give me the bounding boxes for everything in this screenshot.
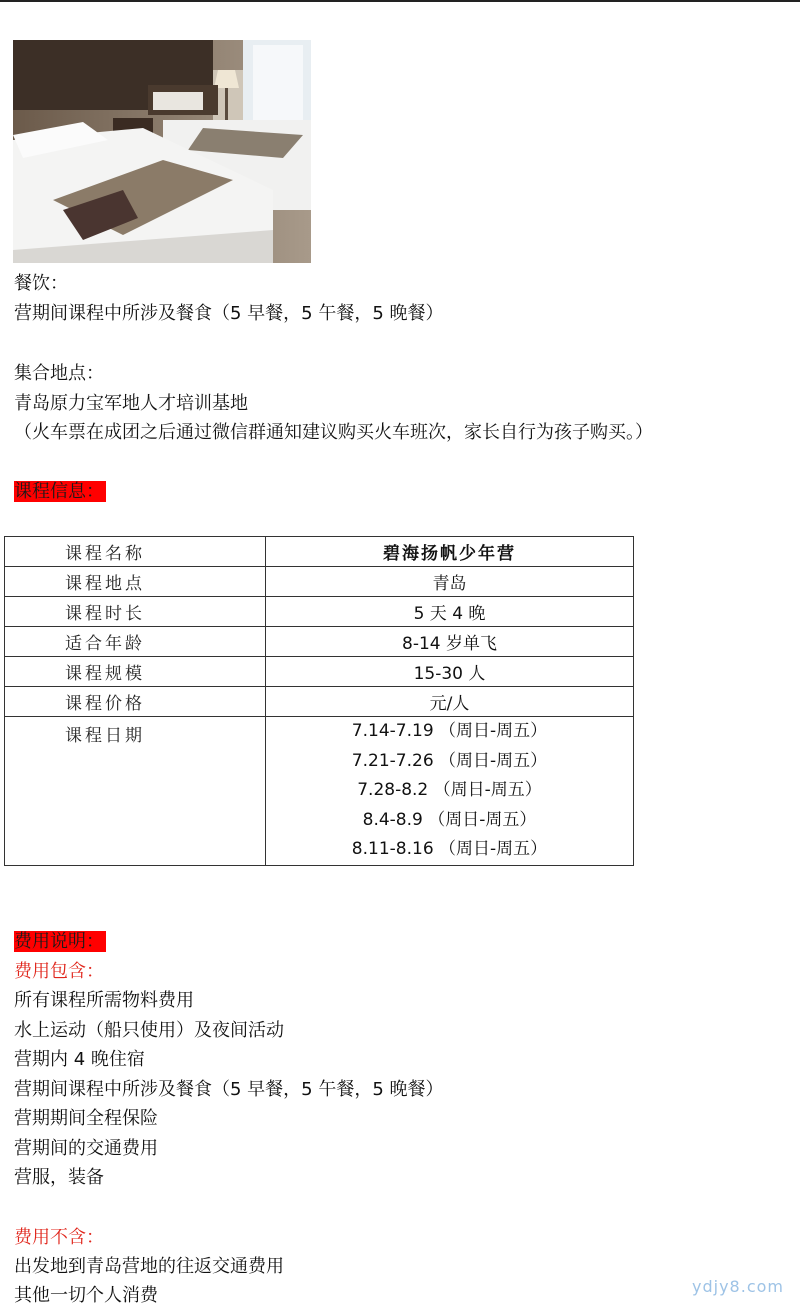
watermark: ydjy8.com [692, 1277, 784, 1296]
table-row [5, 567, 634, 597]
date-item: 7.28-8.2 （周日-周五） [357, 780, 542, 801]
course-info-heading [14, 480, 106, 504]
table-row [5, 597, 634, 627]
row-value: 8-14 岁单飞 [266, 627, 634, 657]
hotel-room-photo [13, 40, 311, 263]
date-item: 7.14-7.19 （周日-周五） [351, 721, 548, 741]
dates-list [266, 717, 634, 866]
row-label: 课程时长 [5, 597, 266, 627]
list-item: 营服，装备 [14, 1167, 104, 1188]
dining-text: 营期间课程中所涉及餐食（5 早餐，5 午餐，5 晚餐） [14, 303, 444, 324]
row-value: 5 天 4 晚 [266, 597, 634, 627]
meeting-note: （火车票在成团之后通过微信群通知建议购买火车班次，家长自行为孩子购买。） [14, 422, 653, 443]
row-label: 适合年龄 [5, 627, 266, 657]
row-value: 15-30 人 [266, 657, 634, 687]
course-info-heading-text: 课程信息： [14, 481, 104, 502]
row-label: 课程规模 [5, 657, 266, 687]
meeting-heading: 集合地点： [14, 363, 104, 384]
list-item: 其他一切个人消费 [14, 1285, 158, 1306]
date-item: 7.21-7.26 （周日-周五） [351, 750, 548, 771]
row-label: 课程名称 [5, 537, 266, 567]
table-row [5, 657, 634, 687]
list-item: 营期内 4 晚住宿 [14, 1049, 145, 1070]
table-row [5, 687, 634, 717]
top-rule [0, 0, 800, 2]
fees-heading [14, 930, 106, 954]
table-row [5, 717, 634, 866]
list-item: 所有课程所需物料费用 [14, 990, 194, 1011]
fees-heading-text: 费用说明： [14, 931, 104, 952]
list-item: 水上运动（船只使用）及夜间活动 [14, 1020, 284, 1041]
table-row [5, 627, 634, 657]
meeting-place: 青岛原力宝军地人才培训基地 [14, 393, 248, 414]
list-item: 营期间课程中所涉及餐食（5 早餐，5 午餐，5 晚餐） [14, 1079, 444, 1100]
dates-label: 课程日期 [5, 717, 266, 866]
date-item: 8.4-8.9 （周日-周五） [362, 809, 537, 830]
course-info-table [4, 536, 634, 866]
dining-heading: 餐饮： [14, 273, 68, 294]
course-name-value: 碧海扬帆少年营 [266, 537, 634, 567]
list-item: 营期期间全程保险 [14, 1108, 158, 1129]
row-label: 课程价格 [5, 687, 266, 717]
list-item: 营期间的交通费用 [14, 1138, 158, 1159]
fees-excluded-heading: 费用不含： [14, 1227, 104, 1248]
fees-included-heading: 费用包含： [14, 961, 104, 982]
row-label: 课程地点 [5, 567, 266, 597]
table-row [5, 537, 634, 567]
row-value: 青岛 [266, 567, 634, 597]
date-item: 8.11-8.16 （周日-周五） [351, 839, 548, 860]
row-value: 元/人 [266, 687, 634, 717]
list-item: 出发地到青岛营地的往返交通费用 [14, 1256, 284, 1277]
